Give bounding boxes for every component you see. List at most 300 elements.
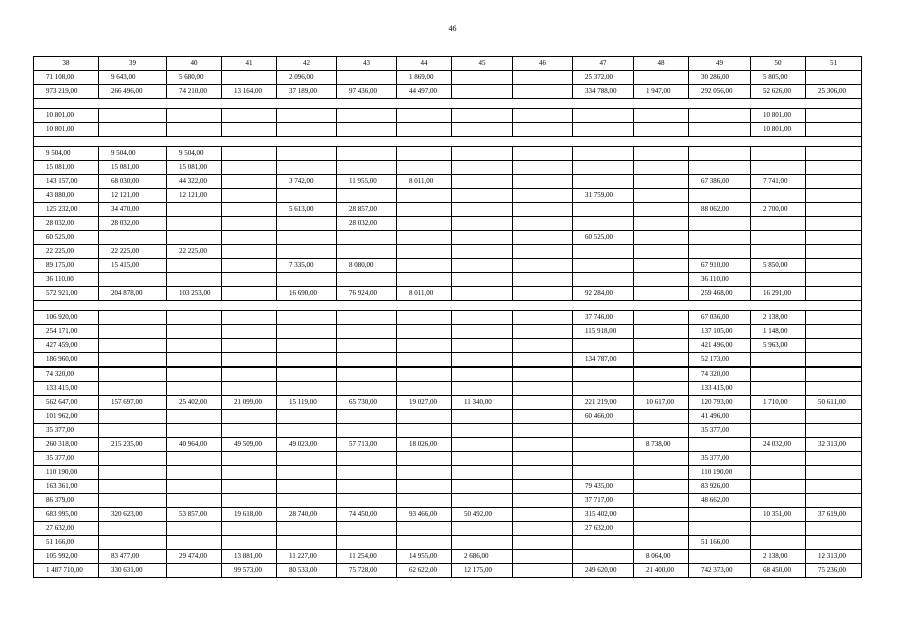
table-cell: [222, 424, 277, 438]
table-cell: [397, 424, 452, 438]
table-cell: [337, 410, 397, 424]
table-cell: [452, 217, 513, 231]
table-cell: [99, 311, 167, 325]
table-cell: [167, 325, 222, 339]
table-cell: [634, 109, 689, 123]
table-cell: [513, 189, 573, 203]
table-cell: 15 081,00: [167, 161, 222, 175]
data-table: [33, 56, 862, 578]
table-cell: [806, 424, 862, 438]
table-cell: 320 623,00: [99, 508, 167, 522]
table-cell: [634, 367, 689, 382]
table-cell: [452, 245, 513, 259]
table-cell: [452, 438, 513, 452]
table-row: [34, 311, 862, 325]
table-cell: [806, 325, 862, 339]
table-cell: [277, 494, 337, 508]
column-header: 42: [277, 57, 337, 71]
table-cell: [513, 259, 573, 273]
table-row: [34, 71, 862, 85]
table-cell: [452, 203, 513, 217]
table-cell: [751, 217, 806, 231]
table-cell: 22 225,00: [167, 245, 222, 259]
table-cell: [337, 353, 397, 368]
table-cell: [573, 123, 634, 137]
table-cell: 5 963,00: [751, 339, 806, 353]
table-cell: [806, 123, 862, 137]
table-cell: [337, 382, 397, 396]
table-cell: [222, 452, 277, 466]
table-cell: 9 504,00: [167, 147, 222, 161]
table-cell: [452, 175, 513, 189]
table-cell: [452, 466, 513, 480]
table-cell: [751, 480, 806, 494]
table-cell: [337, 71, 397, 85]
spacer-cell: [167, 99, 222, 109]
column-header: 47: [573, 57, 634, 71]
table-cell: [337, 231, 397, 245]
table-cell: [167, 273, 222, 287]
spacer-cell: [452, 137, 513, 147]
table-cell: 10 801,00: [751, 109, 806, 123]
table-cell: [337, 466, 397, 480]
table-cell: [222, 494, 277, 508]
table-cell: [397, 109, 452, 123]
column-header: 48: [634, 57, 689, 71]
table-cell: 35 377,00: [34, 452, 99, 466]
table-cell: [513, 382, 573, 396]
table-cell: [452, 382, 513, 396]
table-cell: [513, 147, 573, 161]
table-cell: [222, 259, 277, 273]
column-header: 50: [751, 57, 806, 71]
table-cell: [513, 494, 573, 508]
table-cell: [277, 353, 337, 368]
table-cell: [689, 189, 751, 203]
spacer-cell: [277, 137, 337, 147]
table-cell: 30 286,00: [689, 71, 751, 85]
table-cell: [452, 480, 513, 494]
table-cell: 12 175,00: [452, 564, 513, 578]
table-cell: [634, 311, 689, 325]
spacer-cell: [806, 137, 862, 147]
table-cell: [99, 410, 167, 424]
table-cell: [634, 424, 689, 438]
table-cell: [573, 109, 634, 123]
table-cell: 259 468,00: [689, 287, 751, 301]
table-cell: [167, 410, 222, 424]
table-cell: 29 474,00: [167, 550, 222, 564]
table-cell: [751, 452, 806, 466]
table-cell: [751, 147, 806, 161]
table-cell: [573, 217, 634, 231]
table-cell: [806, 71, 862, 85]
table-cell: 28 032,00: [99, 217, 167, 231]
table-cell: [452, 109, 513, 123]
table-cell: [806, 522, 862, 536]
table-cell: 10 801,00: [34, 109, 99, 123]
table-cell: [222, 161, 277, 175]
table-cell: [99, 536, 167, 550]
table-cell: [452, 353, 513, 368]
table-cell: 260 318,00: [34, 438, 99, 452]
column-header: 40: [167, 57, 222, 71]
table-cell: 9 504,00: [99, 147, 167, 161]
table-cell: [806, 452, 862, 466]
table-row: [34, 161, 862, 175]
table-cell: [277, 217, 337, 231]
table-row: [34, 273, 862, 287]
table-cell: [337, 325, 397, 339]
table-cell: 421 496,00: [689, 339, 751, 353]
table-cell: [513, 452, 573, 466]
table-cell: [397, 339, 452, 353]
table-cell: 12 121,00: [167, 189, 222, 203]
table-cell: [513, 396, 573, 410]
table-cell: [513, 71, 573, 85]
column-header: 51: [806, 57, 862, 71]
table-cell: [806, 367, 862, 382]
table-cell: 9 643,00: [99, 71, 167, 85]
table-cell: [513, 522, 573, 536]
table-cell: 163 361,00: [34, 480, 99, 494]
table-cell: [337, 311, 397, 325]
table-cell: 36 110,00: [34, 273, 99, 287]
spacer-cell: [689, 301, 751, 311]
table-cell: [337, 189, 397, 203]
spacer-cell: [397, 137, 452, 147]
table-cell: 115 918,00: [573, 325, 634, 339]
table-cell: [689, 438, 751, 452]
table-cell: 88 062,00: [689, 203, 751, 217]
table-cell: 67 386,00: [689, 175, 751, 189]
table-cell: [806, 353, 862, 368]
table-cell: 99 573,00: [222, 564, 277, 578]
table-cell: 24 032,00: [751, 438, 806, 452]
table-cell: 67 036,00: [689, 311, 751, 325]
table-row: [34, 536, 862, 550]
table-cell: [99, 494, 167, 508]
spacer-cell: [513, 137, 573, 147]
table-cell: [573, 245, 634, 259]
spacer-cell: [751, 137, 806, 147]
table-cell: [397, 480, 452, 494]
table-cell: 7 335,00: [277, 259, 337, 273]
table-cell: [634, 217, 689, 231]
table-cell: 76 924,00: [337, 287, 397, 301]
table-cell: 19 618,00: [222, 508, 277, 522]
spacer-cell: [34, 99, 99, 109]
table-cell: 12 121,00: [99, 189, 167, 203]
table-cell: 75 728,00: [337, 564, 397, 578]
table-cell: [452, 123, 513, 137]
table-cell: 1 487 710,00: [34, 564, 99, 578]
table-cell: 74 210,00: [167, 85, 222, 99]
table-cell: [222, 123, 277, 137]
table-row: [34, 494, 862, 508]
spacer-cell: [751, 99, 806, 109]
table-cell: 25 372,00: [573, 71, 634, 85]
table-cell: 37 746,00: [573, 311, 634, 325]
table-cell: [573, 175, 634, 189]
table-cell: [634, 71, 689, 85]
table-cell: [397, 522, 452, 536]
table-cell: 133 415,00: [689, 382, 751, 396]
table-cell: [573, 203, 634, 217]
table-cell: 105 992,00: [34, 550, 99, 564]
table-row: [34, 85, 862, 99]
table-cell: [222, 217, 277, 231]
table-cell: 60 525,00: [34, 231, 99, 245]
table-cell: [222, 203, 277, 217]
table-cell: [277, 452, 337, 466]
table-cell: [634, 466, 689, 480]
table-cell: 18 026,00: [397, 438, 452, 452]
table-cell: [99, 325, 167, 339]
table-cell: [167, 353, 222, 368]
table-cell: 86 379,00: [34, 494, 99, 508]
table-cell: [751, 382, 806, 396]
table-cell: [222, 231, 277, 245]
table-cell: 13 164,00: [222, 85, 277, 99]
table-cell: [397, 273, 452, 287]
table-cell: 215 235,00: [99, 438, 167, 452]
table-cell: 110 190,00: [34, 466, 99, 480]
table-row: [34, 231, 862, 245]
table-cell: 204 878,00: [99, 287, 167, 301]
table-cell: 157 697,00: [99, 396, 167, 410]
table-cell: [634, 452, 689, 466]
spacer-cell: [99, 301, 167, 311]
table-cell: [513, 508, 573, 522]
spacer-cell: [573, 137, 634, 147]
table-cell: [222, 480, 277, 494]
table-cell: 52 626,00: [751, 85, 806, 99]
table-cell: [167, 311, 222, 325]
page-number: 46: [448, 24, 457, 33]
table-cell: 5 680,00: [167, 71, 222, 85]
table-cell: [751, 410, 806, 424]
spacer-row: [34, 137, 862, 147]
spacer-cell: [634, 301, 689, 311]
table-cell: [634, 325, 689, 339]
table-cell: 16 690,00: [277, 287, 337, 301]
table-cell: [452, 339, 513, 353]
table-row: [34, 259, 862, 273]
table-cell: [337, 123, 397, 137]
table-cell: 48 662,00: [689, 494, 751, 508]
table-cell: 19 027,00: [397, 396, 452, 410]
table-cell: [751, 273, 806, 287]
table-cell: [99, 273, 167, 287]
table-cell: 134 787,00: [573, 353, 634, 368]
table-cell: 28 032,00: [337, 217, 397, 231]
table-cell: [222, 189, 277, 203]
table-row: [34, 123, 862, 137]
table-cell: [337, 536, 397, 550]
table-cell: [573, 466, 634, 480]
table-cell: [513, 424, 573, 438]
table-cell: 35 377,00: [689, 424, 751, 438]
spacer-cell: [277, 301, 337, 311]
table-cell: [397, 536, 452, 550]
table-cell: [277, 339, 337, 353]
table-cell: [634, 203, 689, 217]
table-cell: [634, 382, 689, 396]
table-cell: [806, 311, 862, 325]
table-row: [34, 382, 862, 396]
table-cell: [277, 382, 337, 396]
table-cell: 1 869,00: [397, 71, 452, 85]
table-cell: [689, 123, 751, 137]
table-cell: [277, 123, 337, 137]
table-cell: [513, 85, 573, 99]
table-cell: 8 080,00: [337, 259, 397, 273]
table-cell: [634, 189, 689, 203]
table-cell: [573, 339, 634, 353]
table-cell: [689, 161, 751, 175]
table-cell: 22 225,00: [34, 245, 99, 259]
table-cell: [397, 147, 452, 161]
table-cell: 49 509,00: [222, 438, 277, 452]
table-cell: [689, 550, 751, 564]
table-cell: [222, 339, 277, 353]
spacer-cell: [397, 99, 452, 109]
table-cell: 10 617,00: [634, 396, 689, 410]
spacer-cell: [573, 99, 634, 109]
table-cell: 28 032,00: [34, 217, 99, 231]
table-cell: 57 713,00: [337, 438, 397, 452]
table-cell: [573, 424, 634, 438]
table-cell: [167, 522, 222, 536]
table-cell: [513, 161, 573, 175]
table-cell: [277, 231, 337, 245]
table-cell: 254 171,00: [34, 325, 99, 339]
table-cell: [513, 410, 573, 424]
table-cell: [573, 550, 634, 564]
table-cell: [452, 189, 513, 203]
table-cell: [397, 123, 452, 137]
table-cell: 8 064,00: [634, 550, 689, 564]
table-cell: 11 254,00: [337, 550, 397, 564]
table-cell: [222, 175, 277, 189]
table-cell: [222, 311, 277, 325]
table-cell: [751, 245, 806, 259]
table-row: [34, 109, 862, 123]
table-row: [34, 189, 862, 203]
table-cell: 16 291,00: [751, 287, 806, 301]
table-cell: [806, 203, 862, 217]
table-cell: 31 759,00: [573, 189, 634, 203]
table-cell: [167, 109, 222, 123]
table-cell: [513, 203, 573, 217]
table-cell: [751, 189, 806, 203]
spacer-cell: [513, 301, 573, 311]
table-cell: 28 740,00: [277, 508, 337, 522]
table-cell: 74 450,00: [337, 508, 397, 522]
table-cell: [277, 311, 337, 325]
table-cell: [634, 522, 689, 536]
table-cell: 37 717,00: [573, 494, 634, 508]
table-cell: [513, 480, 573, 494]
table-cell: [222, 382, 277, 396]
table-row: [34, 564, 862, 578]
table-cell: [167, 382, 222, 396]
spacer-cell: [222, 301, 277, 311]
table-cell: [167, 452, 222, 466]
table-cell: [689, 217, 751, 231]
table-cell: [689, 508, 751, 522]
spacer-cell: [167, 301, 222, 311]
table-cell: 68 450,00: [751, 564, 806, 578]
table-cell: [452, 161, 513, 175]
table-cell: 742 373,00: [689, 564, 751, 578]
spacer-cell: [751, 301, 806, 311]
table-cell: [751, 522, 806, 536]
table-cell: [337, 424, 397, 438]
table-cell: [337, 480, 397, 494]
table-cell: 427 459,00: [34, 339, 99, 353]
spacer-cell: [397, 301, 452, 311]
table-cell: [337, 494, 397, 508]
table-cell: [513, 245, 573, 259]
table-cell: [222, 522, 277, 536]
table-cell: [513, 367, 573, 382]
table-cell: [806, 175, 862, 189]
table-cell: [806, 339, 862, 353]
table-cell: [99, 522, 167, 536]
table-cell: 25 306,00: [806, 85, 862, 99]
table-cell: [167, 231, 222, 245]
table-cell: [397, 245, 452, 259]
table-cell: 334 788,00: [573, 85, 634, 99]
table-cell: [277, 480, 337, 494]
table-row: [34, 147, 862, 161]
table-row: [34, 245, 862, 259]
table-cell: 60 525,00: [573, 231, 634, 245]
table-cell: [167, 480, 222, 494]
table-cell: 74 320,00: [689, 367, 751, 382]
table-cell: [99, 452, 167, 466]
table-cell: [99, 123, 167, 137]
spacer-cell: [337, 137, 397, 147]
table-cell: [806, 109, 862, 123]
spacer-row: [34, 301, 862, 311]
table-cell: [751, 494, 806, 508]
table-cell: [222, 287, 277, 301]
table-cell: [397, 367, 452, 382]
spacer-cell: [452, 301, 513, 311]
table-cell: [806, 480, 862, 494]
table-cell: [337, 245, 397, 259]
table-cell: [634, 508, 689, 522]
column-header: 41: [222, 57, 277, 71]
table-cell: [806, 536, 862, 550]
table-cell: [167, 564, 222, 578]
table-cell: [573, 147, 634, 161]
table-cell: [99, 424, 167, 438]
spacer-cell: [513, 99, 573, 109]
table-cell: 1 148,00: [751, 325, 806, 339]
table-cell: [634, 175, 689, 189]
table-cell: [806, 147, 862, 161]
spacer-cell: [222, 99, 277, 109]
table-row: [34, 452, 862, 466]
table-cell: [397, 410, 452, 424]
table-cell: [573, 367, 634, 382]
table-cell: 71 108,00: [34, 71, 99, 85]
column-header: 39: [99, 57, 167, 71]
